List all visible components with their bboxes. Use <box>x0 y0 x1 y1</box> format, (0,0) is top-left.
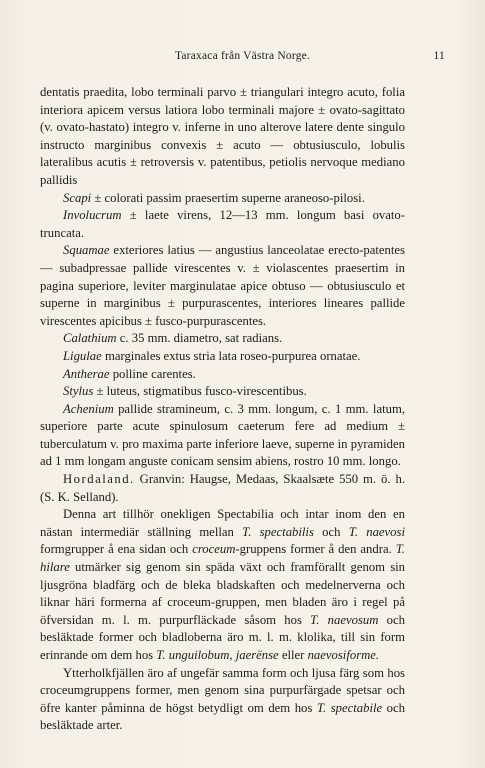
italic-term: Calathium <box>63 331 117 346</box>
text-run: polline carentes. <box>109 366 196 381</box>
paragraph <box>40 242 405 330</box>
paragraph <box>40 84 405 190</box>
paragraph <box>40 330 405 348</box>
text-run: ± colorati passim praesertim superne araneoso-pilosi. <box>91 190 365 205</box>
locality-paragraph <box>40 471 405 506</box>
text-run: formgrupper å ena sidan och <box>40 542 193 557</box>
text-run: marginales extus stria lata roseo-purpurea ornatae. <box>101 348 361 363</box>
italic-term: Stylus <box>63 384 94 399</box>
italic-term: T. naevosi <box>348 524 405 539</box>
italic-term: T. spectabile <box>316 700 383 715</box>
paragraph <box>40 665 405 735</box>
paragraph <box>40 348 405 366</box>
italic-term: naevosiforme. <box>307 648 380 662</box>
text-run: pallide stramineum, c. 3 mm. longum, c. 1 mm. latum, superiore parte acute spinulosum caeterum fere ad medium ± tuberculatum v. pro maxima parte inferiore laeve, superne in pyramiden ad 1 mm longam anguste conicam sensim abiens, rostro 10 mm. longo. <box>40 401 405 469</box>
text-run: ± luteus, stigmatibus fusco-virescentibus. <box>93 384 307 399</box>
text-run: Granvin: Haugse, Medaas, Skaalsæte 550 m. ö. h. (S. K. Selland). <box>40 472 405 504</box>
text-run: Denna art tillhör onekligen Spectabilia och intar inom den en nästan intermediär ställning mellan <box>40 507 405 539</box>
italic-term: T. naevosum <box>310 612 379 627</box>
paragraph <box>40 401 405 471</box>
text-run: och besläktade former och bladloberna äro m. l. m. klolika, till sin form erinrande om dem hos <box>40 612 405 662</box>
italic-term: Achenium <box>63 401 114 416</box>
body-text <box>40 84 405 735</box>
running-title: Taraxaca från Västra Norge. <box>174 50 311 62</box>
italic-term: Squamae <box>63 243 110 258</box>
italic-term: croceum <box>192 542 236 557</box>
text-run: och <box>313 524 349 539</box>
italic-term: Antherae <box>63 366 110 381</box>
text-run: exteriores latius — angustius lanceolatae erecto-patentes — subadpressae pallide virescentes v. ± violascentes praesertim in pagina superiore, leviter marginulatae apice obtuso — obtusiusculo et superne in marginibus ± purpurascentes, interiores lineares pallide virescentes apicibus ± fusco-purpurascentes. <box>40 243 405 328</box>
paragraph <box>40 207 405 242</box>
text-run: dentatis praedita, lobo terminali parvo ± triangulari integro acuto, folia interiora apicem versus latiora lobo terminali majore ± ovato-sagittato (v. ovato-hastato) integro v. inferne in uno alterove latere dente singulo instructo marginibus convexis ± acuto — obtusiusculo, lobulis lateralibus acutis ± retroversis v. patentibus, petiolis nervoque mediano pallidis <box>40 85 405 187</box>
italic-term: T. hilare <box>40 542 405 575</box>
text-run: -gruppens former å den andra. <box>235 542 396 557</box>
text-run: c. 35 mm. diametro, sat radians. <box>116 331 283 346</box>
paragraph <box>40 383 405 401</box>
italic-term: T. spectabilis <box>242 524 314 539</box>
text-run: utmärker sig genom sin späda växt och framförallt genom sin ljusgröna bladfärg och de bleka bladskaften och medelnerverna och liknar häri formerna af croceum-gruppen, men bladen äro i regel på öfversidan m. l. m. purpurfläckade såsom hos <box>40 560 405 627</box>
paragraph <box>40 190 405 208</box>
spaced-term: Hordaland. <box>63 472 135 487</box>
page-number: 11 <box>433 50 445 62</box>
italic-term: Involucrum <box>63 208 122 223</box>
italic-term: Scapi <box>63 190 92 205</box>
text-run: och besläktade arter. <box>40 700 405 733</box>
text-run: Ytterholkfjällen äro af ungefär samma form och ljusa färg som hos croceumgruppens former, men genom sina purpurfärgade spetsar och öfre kanter påminna de högst betydligt om dem hos <box>40 665 405 715</box>
text-run: ± laete virens, 12—13 mm. longum basi ovato-truncata. <box>40 208 405 240</box>
italic-term: Ligulae <box>63 348 102 363</box>
paragraph <box>40 366 405 384</box>
text-run: eller <box>278 648 308 662</box>
italic-term: T. unguilobum, jaerënse <box>156 648 279 662</box>
paragraph <box>40 506 405 664</box>
running-header <box>40 50 445 66</box>
